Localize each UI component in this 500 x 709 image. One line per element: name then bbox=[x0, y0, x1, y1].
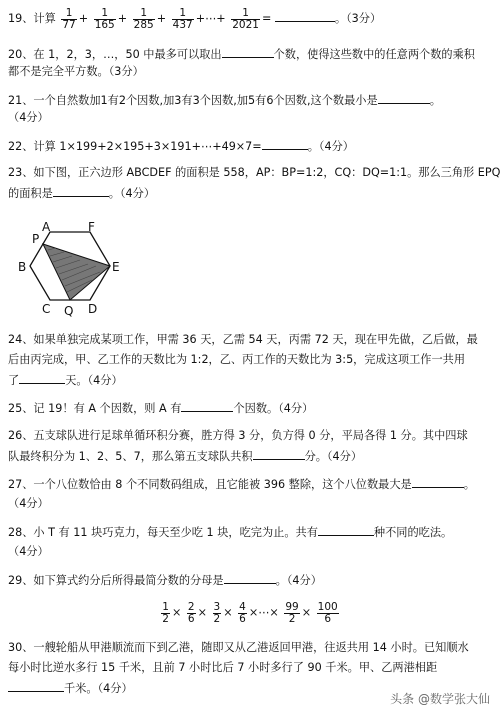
question-24-line3: 了 天。（4分） bbox=[8, 374, 123, 387]
question-29: 29、如下算式约分后所得最简分数的分母是 。（4分） bbox=[8, 574, 322, 587]
question-24: 24、如果单独完成某项工作，甲需 36 天，乙需 54 天，丙需 72 天，现在甲先做，乙后做，最 bbox=[8, 333, 478, 346]
question-20-line2: 都不是完全平方数。（3分） bbox=[8, 65, 144, 78]
label-d: D bbox=[88, 302, 98, 316]
watermark: 头条 @数学张大仙 bbox=[390, 692, 490, 706]
fraction: $\frac{2}{6}$ bbox=[187, 600, 195, 625]
question-28: 28、小 T 有 11 块巧克力，每天至少吃 1 块，吃完为止。共有 种不同的吃法。 bbox=[8, 526, 453, 539]
label-q: Q bbox=[64, 304, 74, 318]
answer-blank[interactable] bbox=[19, 372, 65, 384]
fraction: $\frac{1}{285}$ bbox=[133, 6, 154, 31]
question-30-line3: 千米。（4分） bbox=[8, 680, 492, 696]
label-b: B bbox=[18, 260, 27, 274]
question-27-line2: （4分） bbox=[8, 497, 49, 510]
question-23-line2: 的面积是 。（4分） bbox=[8, 187, 156, 200]
question-20: 20、在 1，2，3，…，50 中最多可以取出 个数，使得这些数中的任意两个数的乘积 bbox=[8, 48, 475, 61]
fraction: $\frac{1}{165}$ bbox=[94, 6, 115, 31]
fraction: $\frac{1}{77}$ bbox=[62, 6, 76, 31]
fraction: $\frac{1}{437}$ bbox=[172, 6, 193, 31]
question-27: 27、一个八位数恰由 8 个不同数码组成，且它能被 396 整除，这个八位数最大是 。 bbox=[8, 478, 475, 491]
fraction: $\frac{99}{2}$ bbox=[285, 600, 299, 625]
label-f: F bbox=[88, 220, 95, 234]
answer-blank[interactable] bbox=[318, 524, 374, 536]
question-21-line2: （4分） bbox=[8, 111, 49, 124]
label-a: A bbox=[42, 220, 51, 234]
answer-blank[interactable] bbox=[53, 185, 109, 197]
answer-blank[interactable] bbox=[275, 10, 335, 22]
question-30: 30、一艘轮船从甲港顺流而下到乙港，随即又从乙港返回甲港，往返共用 14 小时。已知顺水 bbox=[8, 641, 469, 654]
label-c: C bbox=[42, 302, 51, 316]
answer-blank[interactable] bbox=[8, 680, 64, 692]
answer-blank[interactable] bbox=[222, 46, 274, 58]
question-22: 22、计算 1×199+2×195+3×191+⋯+49×7= 。（4分） bbox=[8, 140, 354, 153]
question-29-expression: $\frac{1}{2}$ × $\frac{2}{6}$ × $\frac{3}{2}$ × $\frac{4}{6}$ ×⋯× $\frac{99}{2}$ × $\frac{100}{6}$ bbox=[162, 600, 338, 625]
question-30-line2: 每小时比逆水多行 15 千米，且前 7 小时比后 7 小时多行了 90 千米。甲、乙两港相距 bbox=[8, 661, 438, 674]
question-24-line2: 后由丙完成，甲、乙工作的天数比为 1:2，乙、丙工作的天数比为 3:5，完成这项工作一共用 bbox=[8, 353, 466, 366]
question-26-line2: 队最终积分为 1、2、5、7，那么第五支球队共积 分。（4分） bbox=[8, 450, 363, 463]
hexagon-figure bbox=[8, 222, 138, 322]
answer-blank[interactable] bbox=[253, 448, 305, 460]
answer-blank[interactable] bbox=[224, 572, 276, 584]
question-19: 19、计算 $\frac{1}{77}$ + $\frac{1}{165}$ + $\frac{1}{285}$ + $\frac{1}{437}$ +⋯+ $\frac{1}{2021}$ = 。（3分） bbox=[8, 6, 382, 31]
question-21: 21、一个自然数加1有2个因数,加3有3个因数,加5有6个因数,这个数最小是 。 bbox=[8, 94, 441, 107]
answer-blank[interactable] bbox=[412, 476, 464, 488]
question-26: 26、五支球队进行足球单循环积分赛，胜方得 3 分，负方得 0 分，平局各得 1 分。其中四球 bbox=[8, 429, 468, 442]
answer-blank[interactable] bbox=[181, 400, 233, 412]
fraction: $\frac{1}{2}$ bbox=[162, 600, 169, 625]
answer-blank[interactable] bbox=[262, 138, 308, 150]
label-p: P bbox=[32, 232, 40, 246]
fraction: $\frac{3}{2}$ bbox=[213, 600, 221, 625]
answer-blank[interactable] bbox=[378, 92, 430, 104]
fraction: $\frac{100}{6}$ bbox=[317, 600, 338, 625]
label-e: E bbox=[112, 260, 120, 274]
fraction: $\frac{1}{2021}$ bbox=[232, 6, 259, 31]
question-25: 25、记 19！有 A 个因数，则 A 有 个因数。（4分） bbox=[8, 402, 314, 415]
question-28-line2: （4分） bbox=[8, 545, 49, 558]
question-23: 23、如下图，正六边形 ABCDEF 的面积是 558，AP：BP=1:2，CQ：DQ=1:1。那么三角形 EPQ bbox=[8, 166, 500, 179]
fraction: $\frac{4}{6}$ bbox=[239, 600, 246, 625]
